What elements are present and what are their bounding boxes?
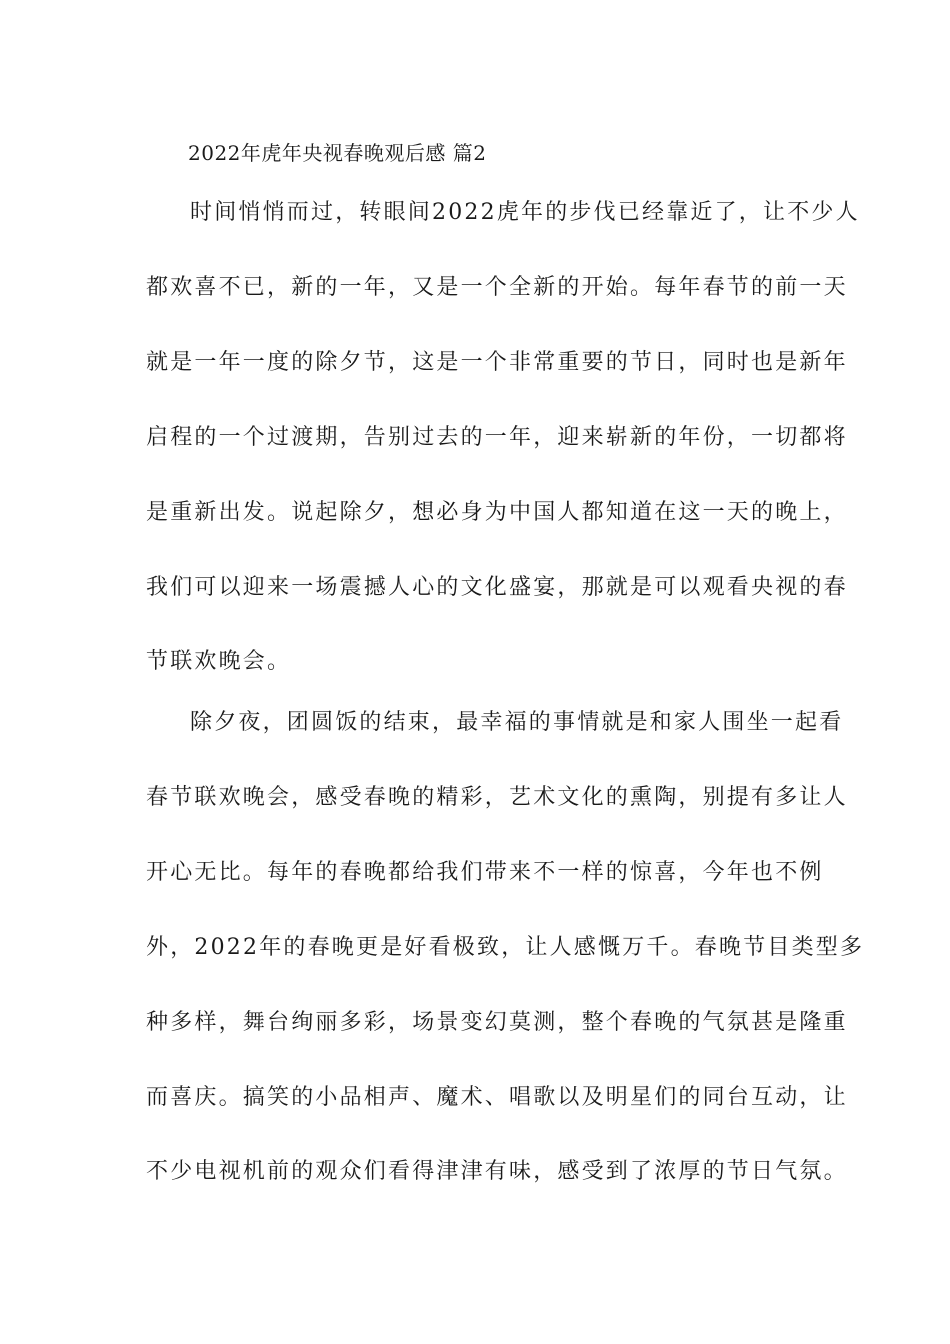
text-line: 节联欢晚会。 [146, 649, 292, 674]
text-line: 外，2022年的春晚更是好看极致，让人感慨万千。春晚节目类型多 [146, 935, 865, 960]
text-line: 不少电视机前的观众们看得津津有味，感受到了浓厚的节日气氛。 [146, 1159, 848, 1184]
text-line: 时间悄悄而过，转眼间2022虎年的步伐已经靠近了，让不少人 [190, 200, 860, 225]
text-line: 就是一年一度的除夕节，这是一个非常重要的节日，同时也是新年 [146, 350, 848, 375]
text-line: 启程的一个过渡期，告别过去的一年，迎来崭新的年份，一切都将 [146, 425, 848, 450]
text-line: 除夕夜，团圆饭的结束，最幸福的事情就是和家人围坐一起看 [190, 710, 844, 735]
text-line: 而喜庆。搞笑的小品相声、魔术、唱歌以及明星们的同台互动，让 [146, 1085, 848, 1110]
text-line: 开心无比。每年的春晚都给我们带来不一样的惊喜，今年也不例 [146, 860, 824, 885]
text-line: 是重新出发。说起除夕，想必身为中国人都知道在这一天的晚上， [146, 500, 848, 525]
text-line: 春节联欢晚会，感受春晚的精彩，艺术文化的熏陶，别提有多让人 [146, 785, 848, 810]
document-title: 2022年虎年央视春晚观后感 篇2 [188, 141, 487, 165]
text-line: 都欢喜不已，新的一年，又是一个全新的开始。每年春节的前一天 [146, 275, 848, 300]
text-line: 我们可以迎来一场震撼人心的文化盛宴，那就是可以观看央视的春 [146, 575, 848, 600]
text-line: 种多样，舞台绚丽多彩，场景变幻莫测，整个春晚的气氛甚是隆重 [146, 1010, 848, 1035]
